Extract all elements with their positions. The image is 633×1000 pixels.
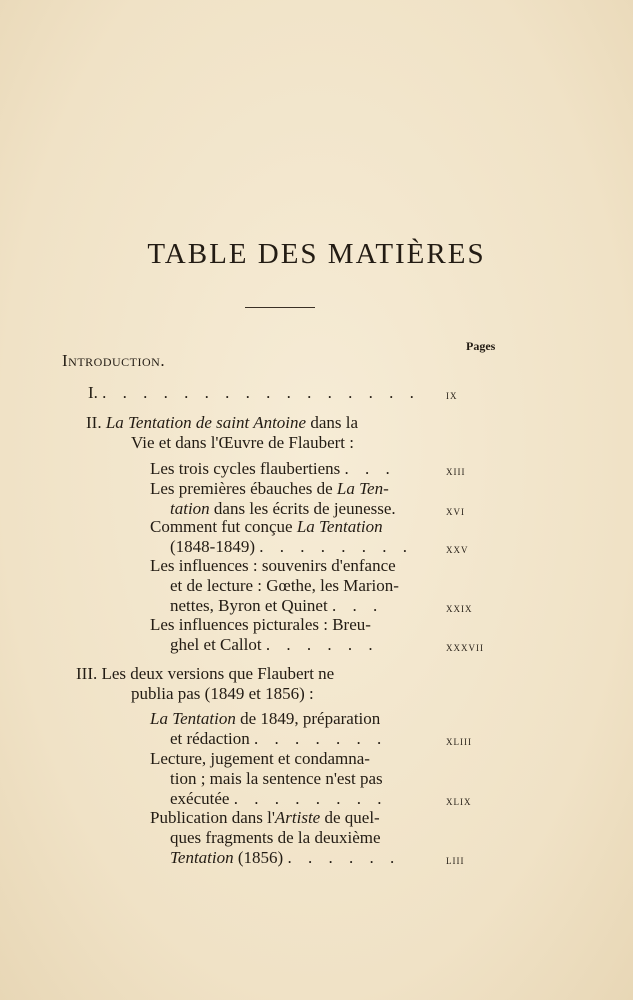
subentry-publication-leader: . . . . . . <box>287 848 401 867</box>
subentry-influences-line-1: Les influences : souvenirs d'enfance <box>150 556 396 575</box>
subentry-influences-line-3 <box>170 597 383 614</box>
subentry-trois-cycles <box>150 460 396 477</box>
subentry-publication-page: liii <box>446 852 465 867</box>
subentry-trois-cycles-text: Les trois cycles flaubertiens <box>150 459 341 478</box>
entry-1-number: I. <box>88 383 98 402</box>
subentry-tentation-1849-italic: La Tentation <box>150 709 236 728</box>
entry-2-title-italic: La Tentation de saint Antoine <box>105 413 307 432</box>
subentry-lecture-line-3 <box>170 790 387 807</box>
subentry-comment-italic: La Tentation <box>296 517 383 536</box>
subentry-comment-date: (1848-1849) <box>170 537 255 556</box>
subentry-comment-line-1 <box>150 518 383 535</box>
entry-2-title-rest: dans la <box>306 413 359 432</box>
subentry-tentation-1849-line-1 <box>150 710 380 727</box>
subentry-lecture-line-1: Lecture, jugement et condamna- <box>150 749 370 768</box>
subentry-trois-cycles-page: xiii <box>446 463 466 478</box>
subentry-premieres-ebauches-line-2 <box>170 500 396 517</box>
subentry-tentation-1849-line-2 <box>170 730 387 747</box>
subentry-comment-text: Comment fut conçue <box>150 517 297 536</box>
subentry-influences-leader: . . . <box>331 596 384 615</box>
subentry-influences-line-2: et de lecture : Gœthe, les Marion- <box>170 576 399 595</box>
entry-1-page: ix <box>446 387 458 402</box>
entry-1 <box>88 384 420 401</box>
subentry-publication-line-2: ques fragments de la deuxième <box>170 828 381 847</box>
page-title: TABLE DES MATIÈRES <box>147 238 486 270</box>
entry-3-text-1: Les deux versions que Flaubert ne <box>101 664 335 683</box>
entry-2-number: II. <box>86 413 102 432</box>
subentry-premieres-text: Les premières ébauches de <box>150 479 337 498</box>
subentry-comment-line-2 <box>170 538 413 555</box>
subentry-picturales-text-2: ghel et Callot <box>170 635 262 654</box>
subentry-tentation-1849-page: xliii <box>446 733 472 748</box>
entry-1-leader: . . . . . . . . . . . . . . . . <box>102 383 420 402</box>
title-rule <box>245 307 315 308</box>
subentry-premieres-ebauches-line-1 <box>150 480 389 497</box>
subentry-premieres-italic: La Ten- <box>336 479 389 498</box>
subentry-publication-text-3: (1856) <box>233 848 284 867</box>
entry-3-line-2: publia pas (1849 et 1856) : <box>131 684 314 703</box>
subentry-publication-line-1 <box>150 809 380 826</box>
subentry-comment-page: xxv <box>446 541 469 556</box>
subentry-lecture-text-3: exécutée <box>170 789 230 808</box>
subentry-picturales-leader: . . . . . . <box>265 635 379 654</box>
entry-3-line-1 <box>76 665 334 682</box>
subentry-publication-text-1: Publication dans l' <box>150 808 275 827</box>
entry-2-line-2: Vie et dans l'Œuvre de Flaubert : <box>131 433 354 452</box>
introduction-heading: Introduction. <box>62 351 166 370</box>
subentry-tentation-1849-leader: . . . . . . . <box>254 729 388 748</box>
subentry-publication-italic: Artiste <box>274 808 321 827</box>
subentry-premieres-page: xvi <box>446 503 465 518</box>
subentry-trois-cycles-leader: . . . <box>344 459 396 478</box>
subentry-publication-text-1b: de quel- <box>320 808 380 827</box>
subentry-picturales-line-1: Les influences picturales : Breu- <box>150 615 371 634</box>
subentry-lecture-line-2: tion ; mais la sentence n'est pas <box>170 769 383 788</box>
subentry-lecture-page: xlix <box>446 793 472 808</box>
pages-header: Pages <box>466 339 496 353</box>
subentry-influences-page: xxix <box>446 600 473 615</box>
subentry-premieres-text-2: dans les écrits de jeunesse. <box>209 499 396 518</box>
subentry-picturales-line-2 <box>170 636 379 653</box>
subentry-premieres-italic-2: tation <box>170 499 210 518</box>
subentry-lecture-leader: . . . . . . . . <box>233 789 388 808</box>
subentry-influences-text-3: nettes, Byron et Quinet <box>170 596 328 615</box>
subentry-publication-line-3 <box>170 849 400 866</box>
entry-2-line-1 <box>86 414 358 431</box>
subentry-tentation-1849-text-2: et rédaction <box>170 729 250 748</box>
subentry-comment-leader: . . . . . . . . <box>259 537 413 556</box>
subentry-picturales-page: xxxvii <box>446 639 484 654</box>
entry-3-number: III. <box>76 664 98 683</box>
subentry-publication-italic-2: Tentation <box>170 848 234 867</box>
subentry-tentation-1849-text: de 1849, préparation <box>235 709 381 728</box>
